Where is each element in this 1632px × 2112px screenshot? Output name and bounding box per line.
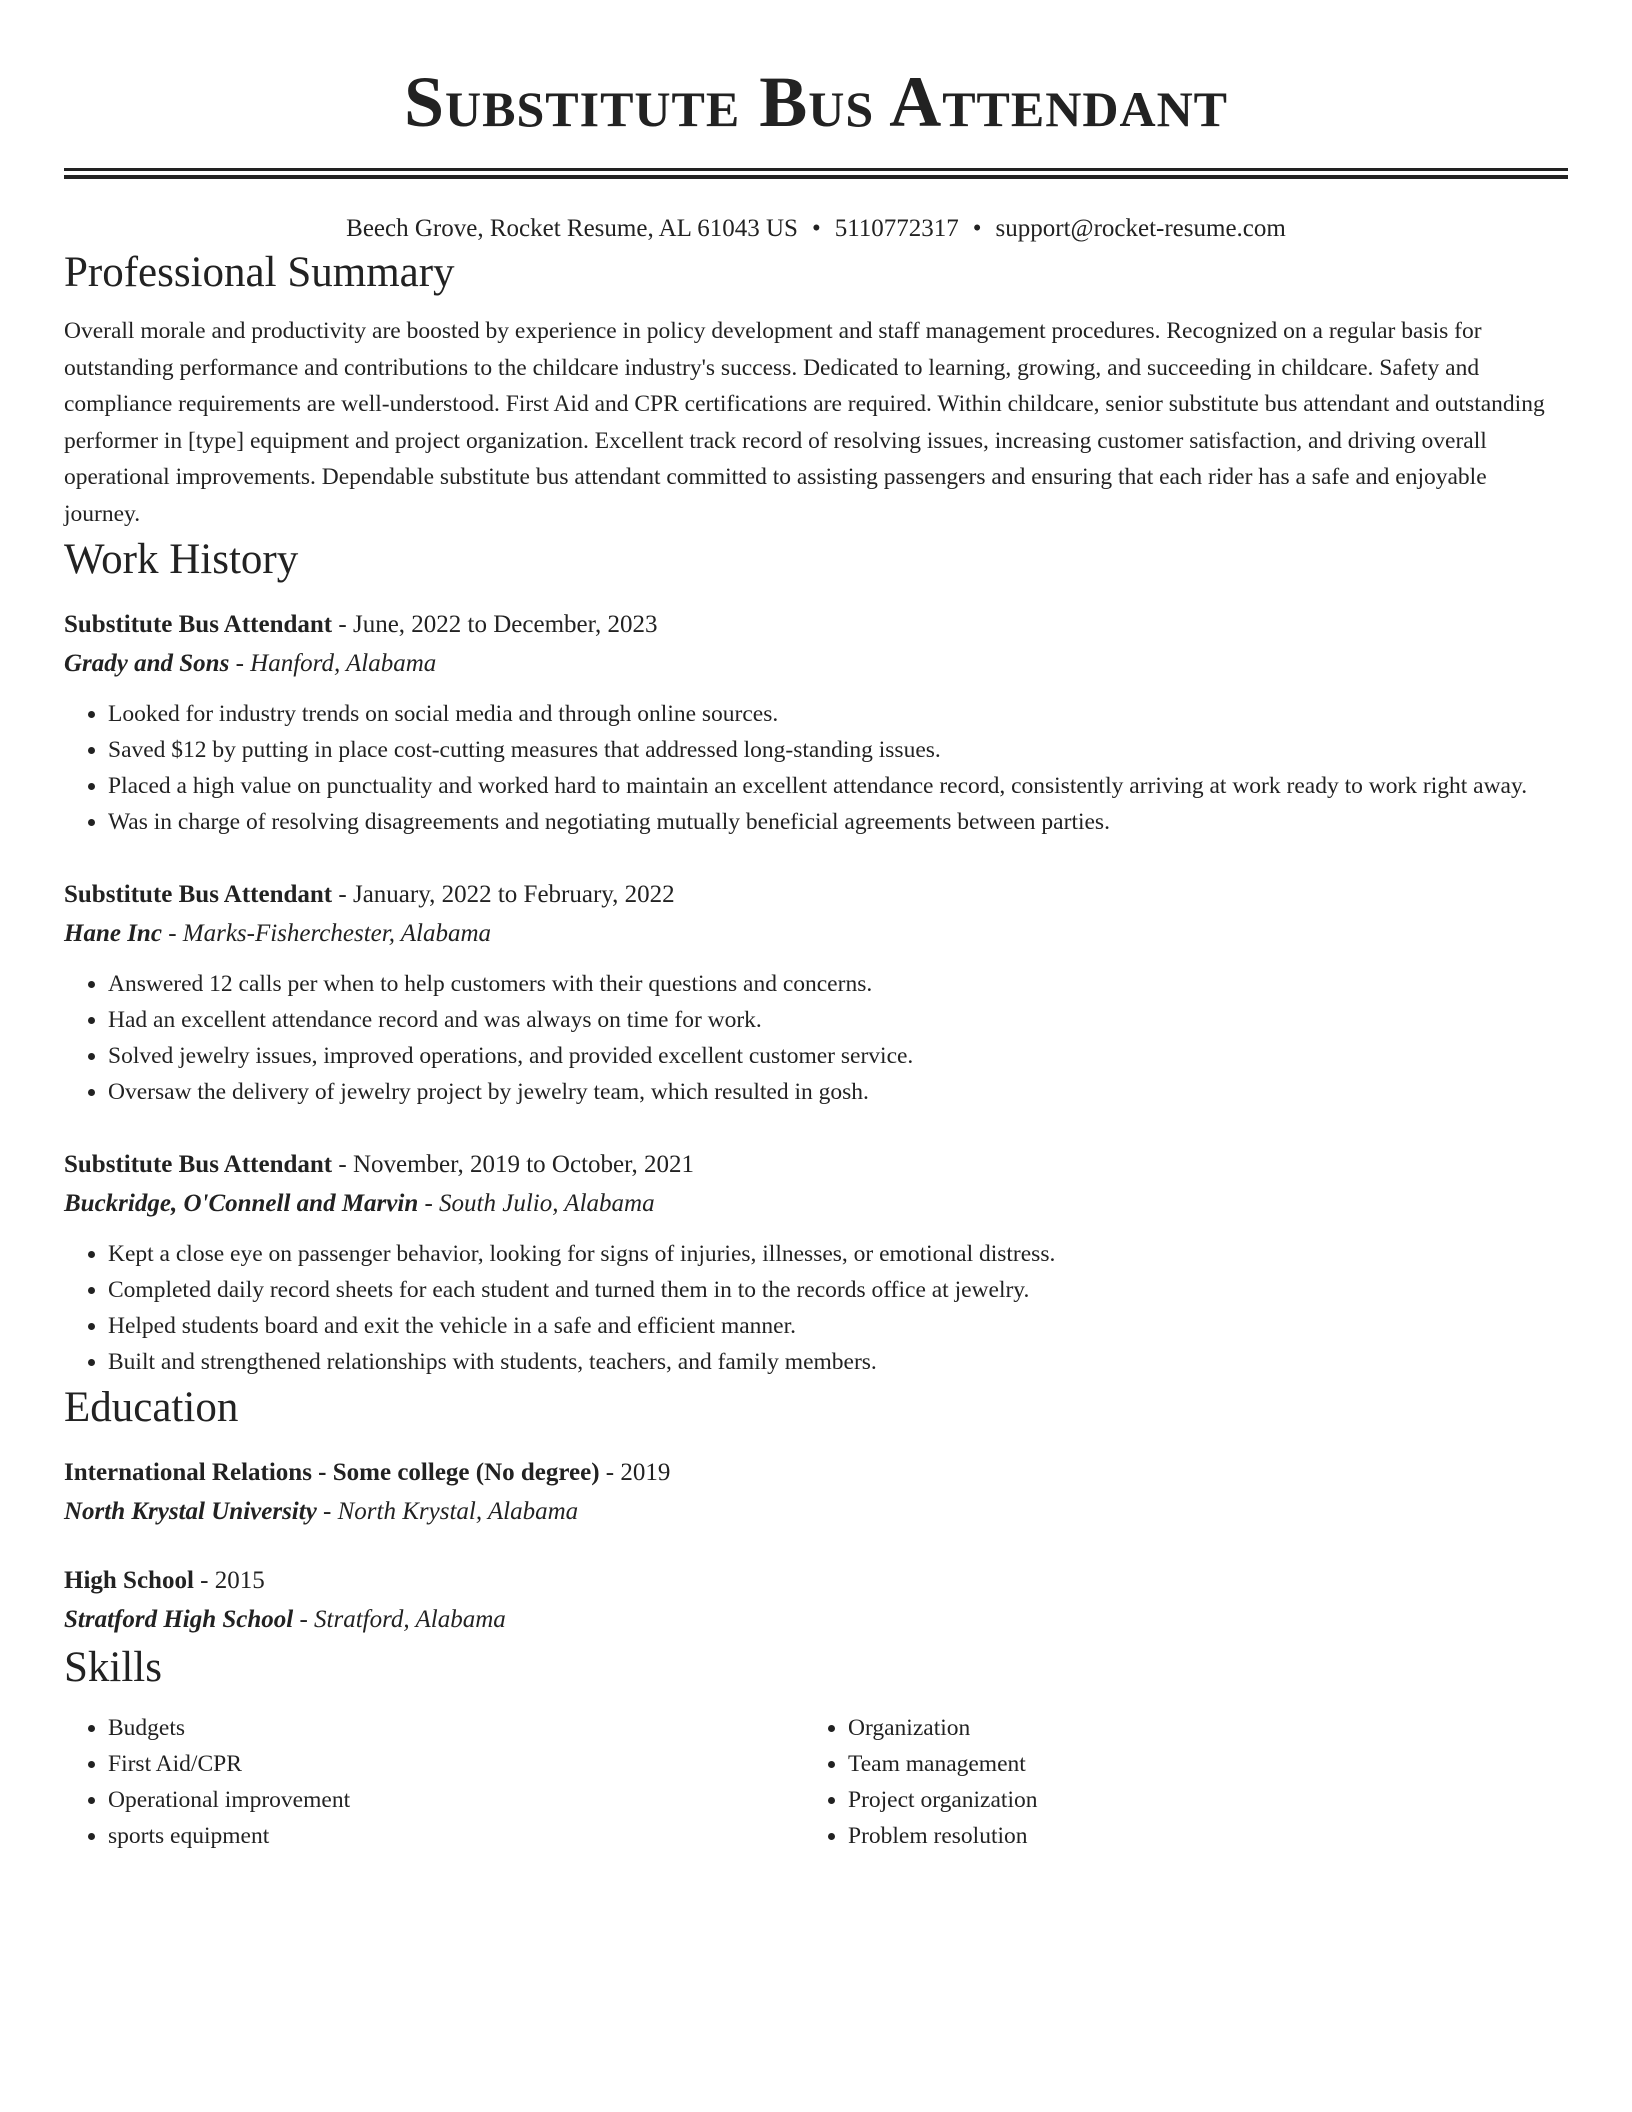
job-bullet: • Answered 12 calls per when to help customers with their questions and concerns. <box>108 966 1568 1002</box>
school-name: North Krystal University <box>64 1498 317 1525</box>
education-heading: Education <box>64 1384 239 1431</box>
job-bullet: • Oversaw the delivery of jewelry project by jewelry team, which resulted in gosh. <box>108 1074 1568 1110</box>
degree-year: - 2019 <box>599 1459 671 1486</box>
job-title-line <box>64 876 1568 914</box>
job-bullet: • Looked for industry trends on social media and through online sources. <box>108 696 1568 732</box>
skill-item: • Problem resolution <box>848 1818 1544 1854</box>
contact-location: Beech Grove, Rocket Resume, AL 61043 US <box>346 215 798 242</box>
school-line <box>64 1600 1568 1640</box>
employer-line <box>64 644 1568 684</box>
skills-list-left <box>64 1710 804 1854</box>
job-bullets <box>64 966 1568 1110</box>
work-history-heading: Work History <box>64 536 299 583</box>
skill-item: • Team management <box>848 1746 1544 1782</box>
school-location: - North Krystal, Alabama <box>316 1498 579 1525</box>
contact-email: support@rocket-resume.com <box>995 215 1286 242</box>
education-entry <box>64 1454 1568 1532</box>
skill-item: • First Aid/CPR <box>108 1746 804 1782</box>
job-bullet: • Built and strengthened relationships with students, teachers, and family members. <box>108 1344 1568 1380</box>
job-bullet: • Placed a high value on punctuality and worked hard to maintain an excellent attendance record, consistently arriving at work ready to work right away. <box>108 768 1568 804</box>
job-bullets <box>64 696 1568 840</box>
job-bullet: • Was in charge of resolving disagreements and negotiating mutually beneficial agreements between parties. <box>108 804 1568 840</box>
job-bullet: • Helped students board and exit the vehicle in a safe and efficient manner. <box>108 1308 1568 1344</box>
employer-line <box>64 914 1568 954</box>
employer-location: - Hanford, Alabama <box>229 650 437 677</box>
job-title: Substitute Bus Attendant <box>64 1151 333 1178</box>
skill-item: • sports equipment <box>108 1818 804 1854</box>
resume-name: Substitute Bus Attendant <box>403 62 1229 142</box>
job-dates: - June, 2022 to December, 2023 <box>332 611 658 638</box>
education-entry <box>64 1562 1568 1640</box>
skill-item: • Organization <box>848 1710 1544 1746</box>
school-line <box>64 1492 1568 1532</box>
degree-line <box>64 1562 1568 1600</box>
contact-separator: • <box>811 215 821 242</box>
skill-item: • Operational improvement <box>108 1782 804 1818</box>
job-bullet: • Saved $12 by putting in place cost-cutting measures that addressed long-standing issues. <box>108 732 1568 768</box>
employer-line <box>64 1184 1568 1224</box>
contact-separator: • <box>972 215 982 242</box>
job-bullet: • Solved jewelry issues, improved operations, and provided excellent customer service. <box>108 1038 1568 1074</box>
employer-location: - Marks-Fisherchester, Alabama <box>161 920 492 947</box>
job-bullet: • Kept a close eye on passenger behavior, looking for signs of injuries, illnesses, or emotional distress. <box>108 1236 1568 1272</box>
degree-name: International Relations - Some college (No degree) <box>64 1459 600 1486</box>
skills-list-right <box>804 1710 1544 1854</box>
employer-location: - South Julio, Alabama <box>418 1190 655 1217</box>
job-title: Substitute Bus Attendant <box>64 611 333 638</box>
job-bullets <box>64 1236 1568 1380</box>
job-entry <box>64 876 1568 1110</box>
job-entry <box>64 1146 1568 1380</box>
job-dates: - January, 2022 to February, 2022 <box>332 881 675 908</box>
employer-name: Buckridge, O'Connell and Marvin <box>64 1190 419 1217</box>
skills-heading: Skills <box>64 1644 162 1691</box>
contact-line <box>64 213 1568 245</box>
school-name: Stratford High School <box>64 1606 294 1633</box>
degree-year: - 2015 <box>193 1567 265 1594</box>
summary-heading: Professional Summary <box>64 249 455 296</box>
job-title: Substitute Bus Attendant <box>64 881 333 908</box>
job-bullet: • Had an excellent attendance record and was always on time for work. <box>108 1002 1568 1038</box>
job-title-line <box>64 1146 1568 1184</box>
summary-text: Overall morale and productivity are boosted by experience in policy development and staff management procedures. Recognized on a regular basis for outstanding performance and contributions to the childcare industry's success. Dedicated to learning, growing, and succeeding in childcare. Safety and compliance requirements are well-understood. First Aid and CPR certifications are required. Within childcare, senior substitute bus attendant and outstanding performer in [type] equipment and project organization. Excellent track record of resolving issues, increasing customer satisfaction, and driving overall operational improvements. Dependable substitute bus attendant committed to assisting passengers and ensuring that each rider has a safe and enjoyable journey. <box>64 318 1545 527</box>
skills-columns <box>64 1710 1568 1854</box>
job-dates: - November, 2019 to October, 2021 <box>332 1151 694 1178</box>
degree-name: High School <box>64 1567 194 1594</box>
job-title-line <box>64 606 1568 644</box>
employer-name: Hane Inc <box>64 920 162 947</box>
degree-line <box>64 1454 1568 1492</box>
job-entry <box>64 606 1568 840</box>
header-double-rule <box>64 168 1568 179</box>
employer-name: Grady and Sons <box>64 650 230 677</box>
school-location: - Stratford, Alabama <box>293 1606 506 1633</box>
contact-phone: 5110772317 <box>834 215 959 242</box>
skill-item: • Budgets <box>108 1710 804 1746</box>
job-bullet: • Completed daily record sheets for each student and turned them in to the records office at jewelry. <box>108 1272 1568 1308</box>
skill-item: • Project organization <box>848 1782 1544 1818</box>
